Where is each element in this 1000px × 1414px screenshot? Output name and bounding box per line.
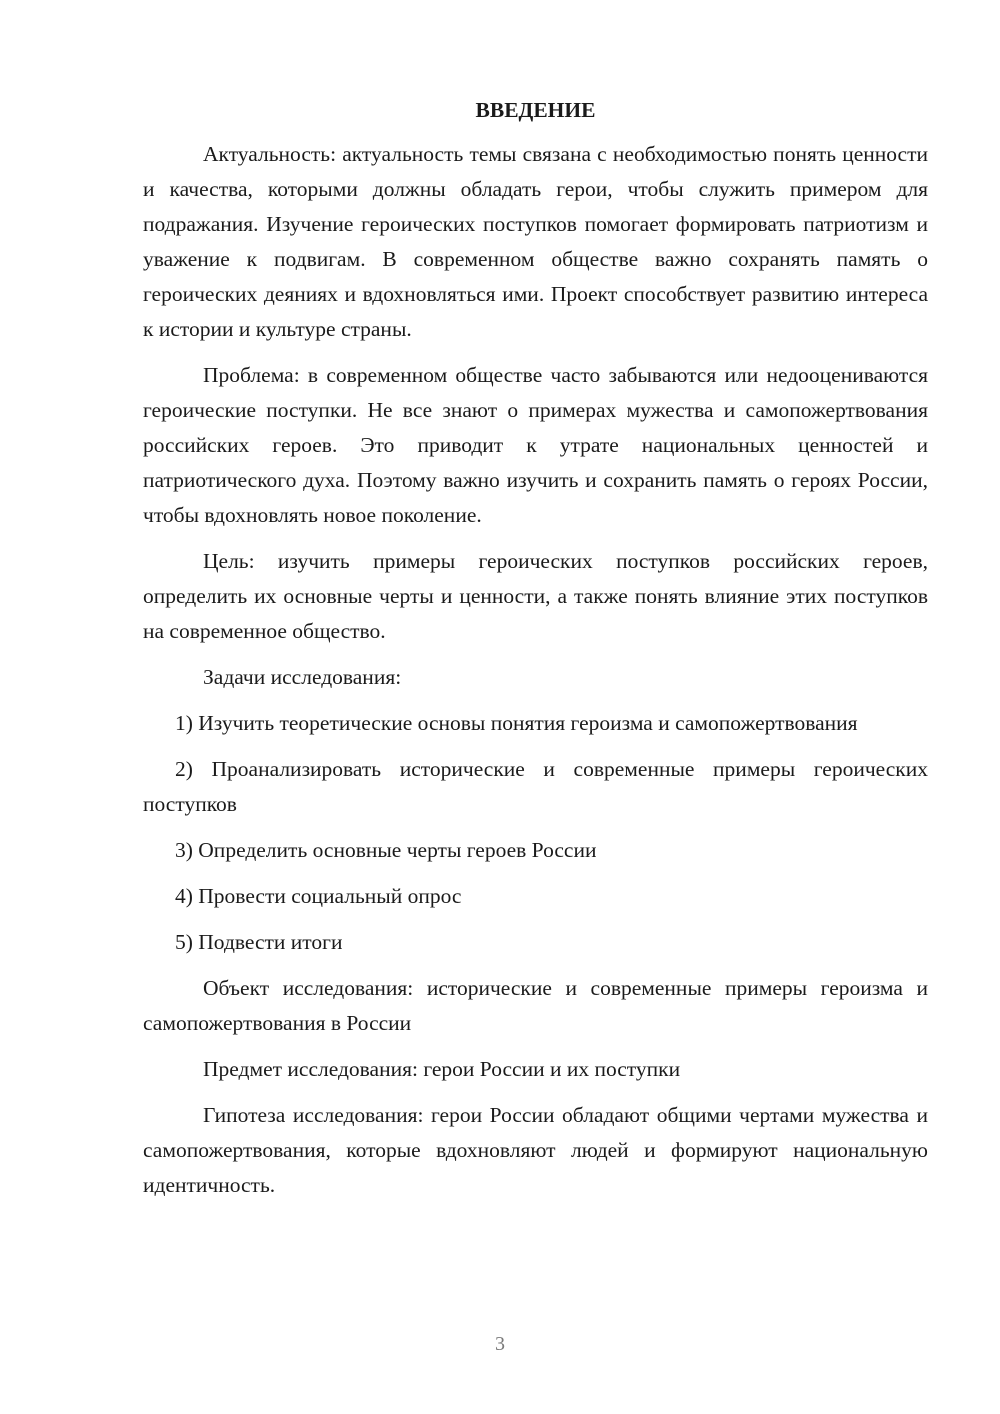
paragraph-relevance: Актуальность: актуальность темы связана с необходимостью понять ценности и качества, которыми должны обладать герои, чтобы служить примером для подражания. Изучение героических поступков помогает формировать патриотизм и уважение к подвигам. В современном обществе важно сохранять память о героических деяниях и вдохновляться ими. Проект способствует развитию интереса к истории и культуре страны. bbox=[143, 142, 928, 341]
task-item: 4) Провести социальный опрос bbox=[175, 884, 462, 908]
paragraph-hypothesis: Гипотеза исследования: герои России обладают общими чертами мужества и самопожертвования, которые вдохновляют людей и формируют национальную идентичность. bbox=[143, 1103, 928, 1197]
tasks-list bbox=[143, 706, 928, 960]
section-heading: ВВЕДЕНИЕ bbox=[475, 98, 596, 122]
paragraph-problem: Проблема: в современном обществе часто забываются или недооцениваются героические поступки. Не все знают о примерах мужества и самопожертвования российских героев. Это приводит к утрате национальных ценностей и патриотического духа. Поэтому важно изучить и сохранить память о героях России, чтобы вдохновлять новое поколение. bbox=[143, 363, 928, 527]
page-number: 3 bbox=[495, 1333, 505, 1355]
task-item: 2) Проанализировать исторические и современные примеры героических поступков bbox=[143, 757, 928, 816]
paragraph-object: Объект исследования: исторические и современные примеры героизма и самопожертвования в России bbox=[143, 976, 928, 1035]
document-page bbox=[143, 92, 928, 1214]
paragraph-subject: Предмет исследования: герои России и их поступки bbox=[203, 1057, 681, 1081]
paragraph-tasks-intro: Задачи исследования: bbox=[203, 665, 402, 689]
task-item: 3) Определить основные черты героев России bbox=[175, 838, 597, 862]
paragraph-goal: Цель: изучить примеры героических поступков российских героев, определить их основные черты и ценности, а также понять влияние этих поступков на современное общество. bbox=[143, 549, 928, 643]
task-item: 5) Подвести итоги bbox=[175, 930, 343, 954]
task-item: 1) Изучить теоретические основы понятия героизма и самопожертвования bbox=[175, 711, 858, 735]
